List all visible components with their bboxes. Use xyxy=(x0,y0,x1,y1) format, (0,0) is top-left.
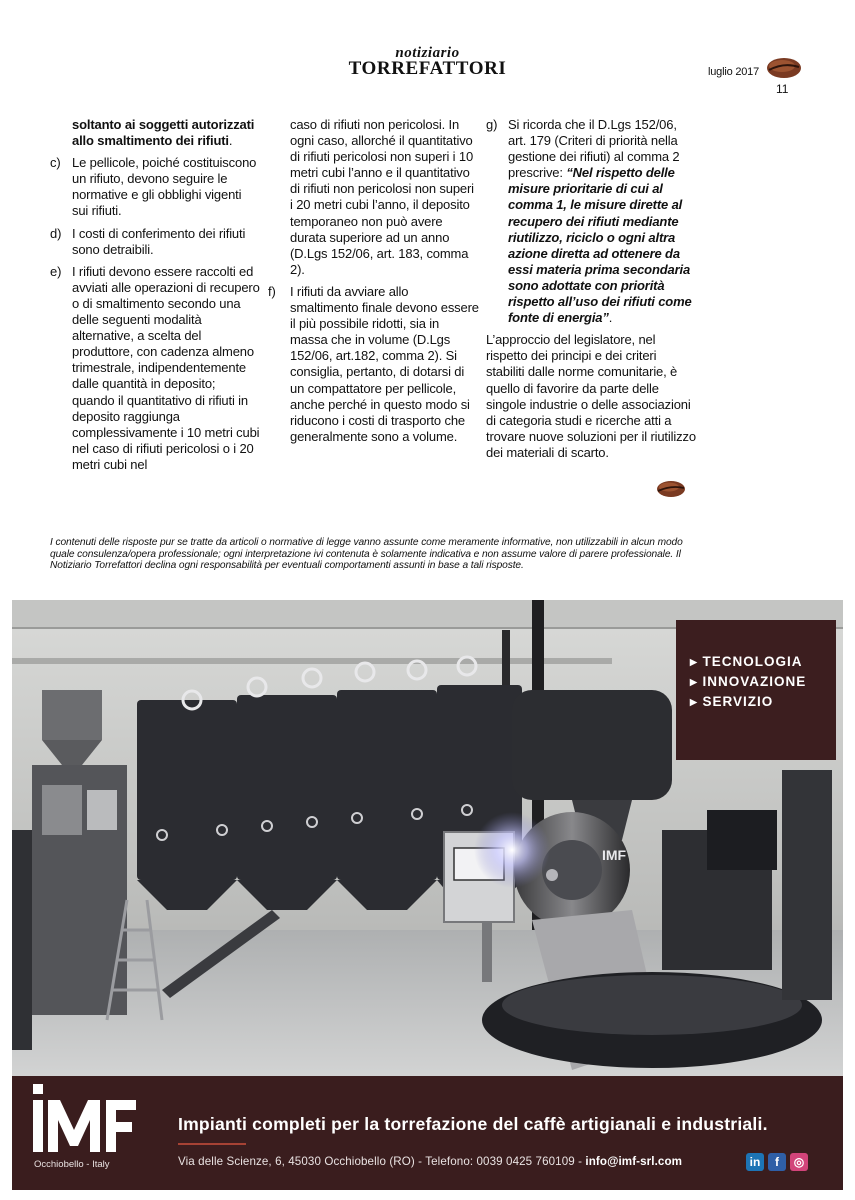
list-item xyxy=(50,155,260,219)
feature-tecnologia: ▸ TECNOLOGIA xyxy=(690,654,803,669)
logo-origin: Occhiobello - Italy xyxy=(34,1159,110,1170)
address-text: Via delle Scienze, 6, 45030 Occhiobello (RO) - Telefono: 0039 0425 760109 - xyxy=(178,1155,586,1168)
intro-paragraph xyxy=(50,117,260,149)
law-quote: “Nel rispetto delle misure prioritarie di cui al comma 1, le misure dirette al recupero dei rifiuti mediante riutilizzo, riciclo o ogni altra azione diretta ad ottenere da essi materia prima secondaria sono adottate con priorità rispetto all’uso dei rifiuti come fonte di energia” xyxy=(508,165,692,326)
intro-bold: soltanto ai soggetti autorizzati allo smaltimento dei rifiuti xyxy=(72,117,255,149)
list-item-continued xyxy=(268,117,480,278)
email-link[interactable]: info@imf-srl.com xyxy=(585,1155,683,1168)
tagline-divider xyxy=(178,1143,246,1145)
end-coffee-bean-icon xyxy=(656,480,686,498)
feature-servizio: ▸ SERVIZIO xyxy=(690,694,774,709)
list-text: caso di rifiuti non pericolosi. In ogni caso, allorché il quantitativo di rifiuti pericolosi non superi i 10 metri cubi l’anno e il quantitativo di rifiuti non pericolosi non superi i 20 metri cubi l’anno, il deposito temporaneo non può avere durata superiore ad un anno (D.Lgs 152/06, art. 183, comma 2). xyxy=(290,117,474,277)
coffee-bean-icon xyxy=(766,56,802,80)
list-item xyxy=(268,284,480,445)
issue-date: luglio 2017 xyxy=(708,66,760,78)
list-text xyxy=(508,117,696,326)
imf-logo xyxy=(30,1082,140,1156)
article-column-1 xyxy=(50,117,260,479)
ad-tagline: Impianti completi per la torrefazione del caffè artigianali e industriali. xyxy=(178,1114,768,1134)
ad-address xyxy=(178,1155,682,1168)
list-marker: d) xyxy=(50,225,62,241)
list-marker xyxy=(268,117,290,278)
list-text: Le pellicole, poiché costituiscono un rifiuto, devono seguire le normative e gli obblighi vigenti sui rifiuti. xyxy=(72,155,257,219)
instagram-icon[interactable]: ◎ xyxy=(790,1153,808,1171)
list-item xyxy=(486,117,696,326)
roaster-brand: IMF xyxy=(602,847,627,863)
feature-innovazione: ▸ INNOVAZIONE xyxy=(690,674,807,689)
masthead-bottom: TORREFATTORI xyxy=(348,58,507,79)
list-marker: e) xyxy=(50,263,62,279)
article-column-3 xyxy=(486,117,696,461)
list-item xyxy=(50,226,260,258)
article-column-2 xyxy=(268,117,480,451)
facebook-icon[interactable]: f xyxy=(768,1153,786,1171)
list-marker: f) xyxy=(268,283,276,299)
intro-end: . xyxy=(228,133,233,149)
masthead-top: notiziario xyxy=(395,45,460,61)
features-box xyxy=(676,620,836,760)
list-item xyxy=(50,264,260,473)
closing-paragraph: L’approccio del legislatore, nel rispetto dei principi e dei criteri stabiliti dalle norme comunitarie, è quello di favorire da parte delle singole industrie o delle associazioni di categoria studi e ricerche atti a trovare nuove soluzioni per il riutilizzo dei materiali di scarto. xyxy=(486,332,696,460)
quote-end: . xyxy=(608,310,613,326)
disclaimer: I contenuti delle risposte pur se tratte da articoli o normative di legge vanno assunte come meramente informative, non utilizzabili in alcun modo quale consulenza/opera professionale; ogni interpretazione ivi contenuta è solamente indicativa e non assume valore di parere professionale. Il Notiziario Torrefattori declina ogni responsabilità per eventuali comportamenti assunti in base a tali risposte. xyxy=(50,537,683,572)
page-number: 11 xyxy=(776,82,789,96)
list-marker: c) xyxy=(50,155,61,171)
list-text: I rifiuti devono essere raccolti ed avviati alle operazioni di recupero o di smaltimento secondo una delle seguenti modalità alternative, a scelta del produttore, con cadenza almeno trimestrale, indipendentemente dalle quantità in deposito; quando il quantitativo di rifiuti in deposito raggiunga complessivamente i 10 metri cubi nel caso di rifiuti pericolosi o i 20 metri cubi nel xyxy=(72,263,260,472)
linkedin-icon[interactable]: in xyxy=(746,1153,764,1171)
list-text: I costi di conferimento dei rifiuti sono detraibili. xyxy=(72,225,246,257)
list-text: I rifiuti da avviare allo smaltimento finale devono essere il più possibile ridotti, sia in massa che in volume (D.Lgs 152/06, art.182, comma 2). Si consiglia, pertanto, di dotarsi di un compattatore per pellicole, anche perché in questo modo si riducono i costi di trasporto che generalmente sono a volume. xyxy=(290,283,479,444)
list-text-lead: Si ricorda che il D.Lgs 152/06, art. 179 (Criteri di priorità nella gestione dei rifiuti) al comma 2 prescrive: xyxy=(508,117,680,181)
list-marker: g) xyxy=(486,117,498,132)
